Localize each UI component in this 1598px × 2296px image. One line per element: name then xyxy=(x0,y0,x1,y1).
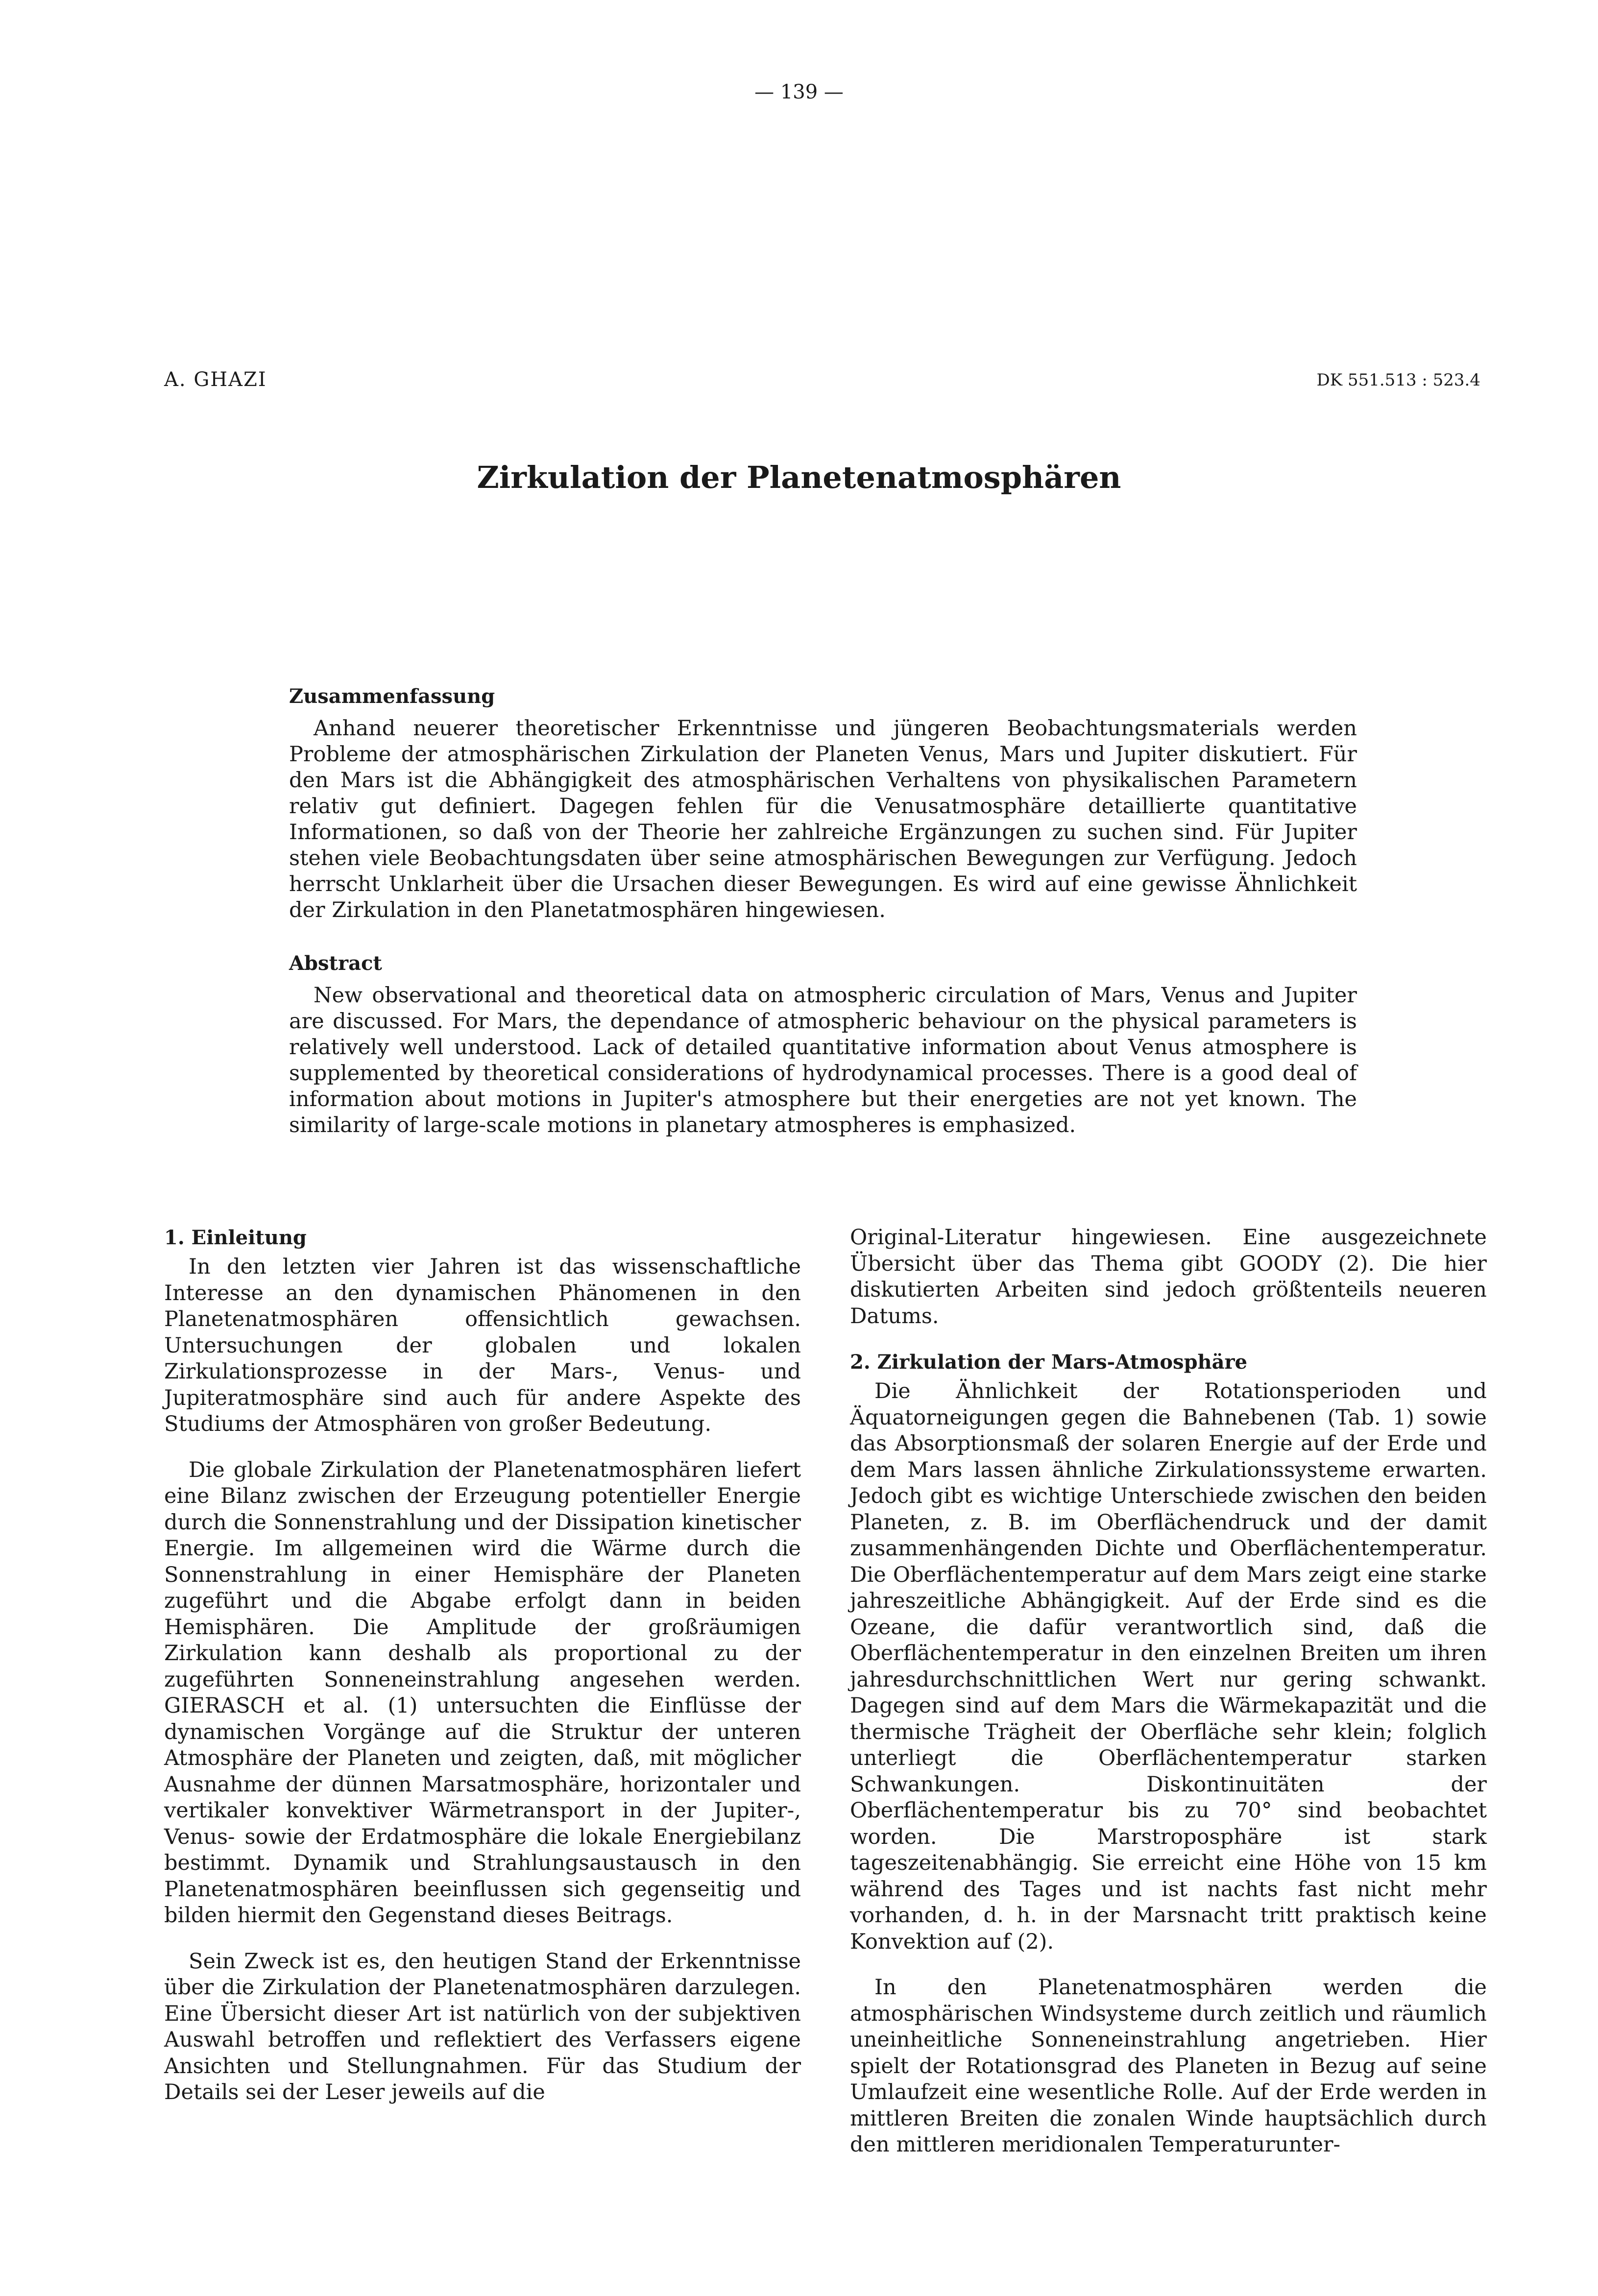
left-column xyxy=(164,1225,801,2178)
article-title: Zirkulation der Planetenatmosphären xyxy=(477,459,1121,495)
abstract-text: New observational and theoretical data on atmospheric circulation of Mars, Venus and Jupiter are discussed. For Mars, the dependance of atmospheric behaviour on the physical parameters is relatively well understood. Lack of detailed quantitative information about Venus atmosphere is supplemented by theoretical considerations of hydrodynamical processes. There is a good deal of information about motions in Jupiter's atmosphere but their energeties are not yet known. The similarity of large-scale motions in planetary atmospheres is emphasized. xyxy=(289,983,1357,1137)
paragraph: Sein Zweck ist es, den heutigen Stand der Erkenntnisse über die Zirkulation der Planetenatmosphären darzulegen. Eine Übersicht dieser Art ist natürlich von der subjektiven Auswahl betroffen und reflektiert des Verfassers eigene Ansichten und Stellungnahmen. Für das Studium der Details sei der Leser jeweils auf die xyxy=(164,1949,801,2104)
section-heading-mars: 2. Zirkulation der Mars-Atmosphäre xyxy=(850,1351,1248,1374)
author: A. GHAZI xyxy=(164,368,267,391)
summary-heading: Zusammenfassung xyxy=(289,685,495,708)
abstracts xyxy=(289,683,1357,1138)
paragraph: In den Planetenatmosphären werden die atmosphärischen Windsysteme durch zeitlich und räumlich uneinheitliche Sonneneinstrahlung angetrieben. Hier spielt der Rotationsgrad des Planeten in Bezug auf seine Umlaufzeit eine wesentliche Rolle. Auf der Erde werden in mittleren Breiten die zonalen Winde hauptsächlich durch den mittleren meridionalen Temperaturunter- xyxy=(850,1975,1487,2157)
body-columns xyxy=(164,1225,1487,2178)
paragraph: In den letzten vier Jahren ist das wissenschaftliche Interesse an den dynamischen Phänomenen in den Planetenatmosphären offensichtlich gewachsen. Untersuchungen der globalen und lokalen Zirkulationsprozesse in der Mars-, Venus- und Jupiteratmosphäre sind auch für andere Aspekte des Studiums der Atmosphären von großer Bedeutung. xyxy=(164,1255,801,1436)
abstract-heading: Abstract xyxy=(289,952,382,975)
classification-code: DK 551.513 : 523.4 xyxy=(1316,370,1480,390)
summary-text: Anhand neuerer theoretischer Erkenntnisse und jüngeren Beobachtungsmaterials werden Probleme der atmosphärischen Zirkulation der Planeten Venus, Mars und Jupiter diskutiert. Für den Mars ist die Abhängigkeit des atmosphärischen Verhaltens von physikalischen Parametern relativ gut definiert. Dagegen fehlen für die Venusatmosphäre detaillierte quantitative Informationen, so daß von der Theorie her zahlreiche Ergänzungen zu suchen sind. Für Jupiter stehen viele Beobachtungsdaten über seine atmosphärischen Bewegungen zur Verfügung. Jedoch herrscht Unklarheit über die Ursachen dieser Bewegungen. Es wird auf eine gewisse Ähnlichkeit der Zirkulation in den Planetatmosphären hingewiesen. xyxy=(289,716,1357,922)
paragraph: Die Ähnlichkeit der Rotationsperioden und Äquatorneigungen gegen die Bahnebenen (Tab. 1) sowie das Absorptionsmaß der solaren Energie auf der Erde und dem Mars lassen ähnliche Zirkulationssysteme erwarten. Jedoch gibt es wichtige Unterschiede zwischen den beiden Planeten, z. B. im Oberflächendruck und der damit zusammenhängenden Dichte und Oberflächentemperatur. Die Oberflächentemperatur auf dem Mars zeigt eine starke jahreszeitliche Abhängigkeit. Auf der Erde sind es die Ozeane, die dafür verantwortlich sind, daß die Oberflächentemperatur in den einzelnen Breiten um ihren jahresdurchschnittlichen Wert nur gering schwankt. Dagegen sind auf dem Mars die Wärmekapazität und die thermische Trägheit der Oberfläche sehr klein; folglich unterliegt die Oberflächentemperatur starken Schwankungen. Diskontinuitäten der Oberflächentemperatur bis zu 70° sind beobachtet worden. Die Marstroposphäre ist stark tageszeitenabhängig. Sie erreicht eine Höhe von 15 km während des Tages und ist nachts fast nicht mehr vorhanden, d. h. in der Marsnacht tritt praktisch keine Konvektion auf (2). xyxy=(850,1379,1487,1954)
section-heading-introduction: 1. Einleitung xyxy=(164,1226,307,1249)
page-number: — 139 — xyxy=(754,81,844,103)
right-column xyxy=(850,1225,1487,2178)
paragraph: Die globale Zirkulation der Planetenatmosphären liefert eine Bilanz zwischen der Erzeugung potentieller Energie durch die Sonnenstrahlung und der Dissipation kinetischer Energie. Im allgemeinen wird die Wärme durch die Sonnenstrahlung in einer Hemisphäre der Planeten zugeführt und die Abgabe erfolgt dann in beiden Hemisphären. Die Amplitude der großräumigen Zirkulation kann deshalb als proportional zu der zugeführten Sonneneinstrahlung angesehen werden. GIERASCH et al. (1) untersuchten die Einflüsse der dynamischen Vorgänge auf die Struktur der unteren Atmosphäre der Planeten und zeigten, daß, mit möglicher Ausnahme der dünnen Marsatmosphäre, horizontaler und vertikaler konvektiver Wärmetransport in der Jupiter-, Venus- sowie der Erdatmosphäre die lokale Energiebilanz bestimmt. Dynamik und Strahlungsaustausch in den Planetenatmosphären beeinflussen sich gegenseitig und bilden hiermit den Gegenstand dieses Beitrags. xyxy=(164,1457,801,1928)
paragraph-continued: Original-Literatur hingewiesen. Eine ausgezeichnete Übersicht über das Thema gibt GOODY (2). Die hier diskutierten Arbeiten sind jedoch größtenteils neueren Datums. xyxy=(850,1225,1487,1329)
